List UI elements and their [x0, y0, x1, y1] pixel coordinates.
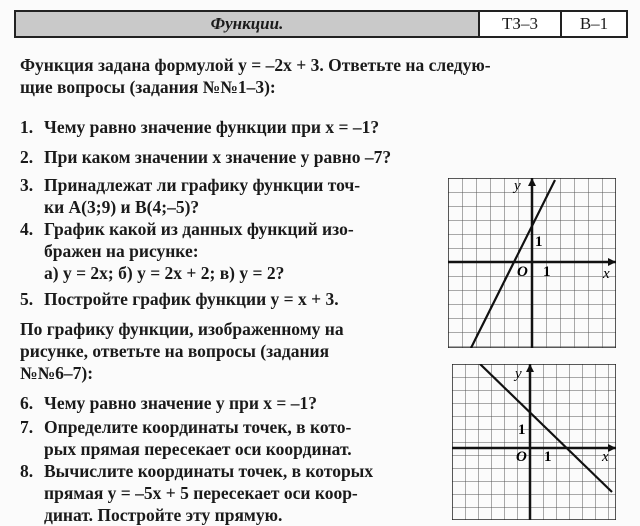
question-text: рых прямая пересекает оси координат.: [44, 439, 352, 459]
grid: [452, 364, 616, 520]
question-2: [20, 146, 391, 168]
worksheet-header: [14, 10, 628, 38]
y-axis-label: y: [515, 366, 522, 382]
graph-2: [452, 364, 616, 520]
question-1: [20, 116, 379, 138]
question-6: [20, 392, 317, 414]
question-text: Постройте график функции y = x + 3.: [44, 289, 339, 309]
middle-line-3: №№6–7):: [20, 363, 94, 383]
question-number: 3.: [20, 175, 34, 195]
intro-line-2: щие вопросы (задания №№1–3):: [20, 77, 276, 97]
question-text: Чему равно значение функции при x = –1?: [44, 117, 380, 137]
question-8: [20, 460, 373, 526]
question-text: Определите координаты точек, в кото-: [44, 417, 352, 437]
question-text: При каком значении x значение y равно –7?: [44, 147, 392, 167]
question-number: 8.: [20, 461, 34, 481]
question-7: [20, 416, 352, 460]
middle-line-1: По графику функции, изображенному на: [20, 319, 344, 339]
question-number: 5.: [20, 289, 34, 309]
question-text: а) y = 2x; б) y = 2x + 2; в) y = 2?: [44, 263, 285, 283]
graph-1: [448, 178, 616, 348]
question-text: Вычислите координаты точек, в которых: [44, 461, 374, 481]
header-variant: В–1: [579, 14, 609, 33]
x-unit-label: 1: [543, 264, 551, 280]
question-text: Принадлежат ли графику функции точ-: [44, 175, 361, 195]
header-title: Функции.: [16, 12, 480, 36]
question-number: 6.: [20, 393, 34, 413]
question-number: 2.: [20, 147, 34, 167]
question-number: 4.: [20, 219, 34, 239]
origin-label: O: [517, 264, 528, 280]
y-unit-label: 1: [535, 234, 543, 250]
x-axis-label: x: [602, 449, 609, 465]
origin-label: O: [516, 449, 527, 465]
question-number: 7.: [20, 417, 34, 437]
question-5: [20, 288, 339, 310]
header-test-code: ТЗ–3: [480, 12, 562, 36]
question-text: бражен на рисунке:: [44, 241, 199, 261]
question-text: Чему равно значение y при x = –1?: [44, 393, 318, 413]
question-4: [20, 218, 354, 284]
middle-line-2: рисунке, ответьте на вопросы (задания: [20, 341, 330, 361]
y-unit-label: 1: [518, 422, 526, 438]
intro-line-1: Функция задана формулой y = –2x + 3. Ответьте на следую-: [20, 55, 491, 75]
question-text: динат. Постройте эту прямую.: [44, 505, 283, 525]
question-text: График какой из данных функций изо-: [44, 219, 354, 239]
x-axis-label: x: [603, 266, 610, 282]
x-unit-label: 1: [544, 449, 552, 465]
question-number: 1.: [20, 117, 34, 137]
y-axis-label: y: [514, 178, 521, 194]
question-3: [20, 174, 360, 218]
question-text: прямая y = –5x + 5 пересекает оси коор-: [44, 483, 358, 503]
question-text: ки A(3;9) и B(4;–5)?: [44, 197, 200, 217]
